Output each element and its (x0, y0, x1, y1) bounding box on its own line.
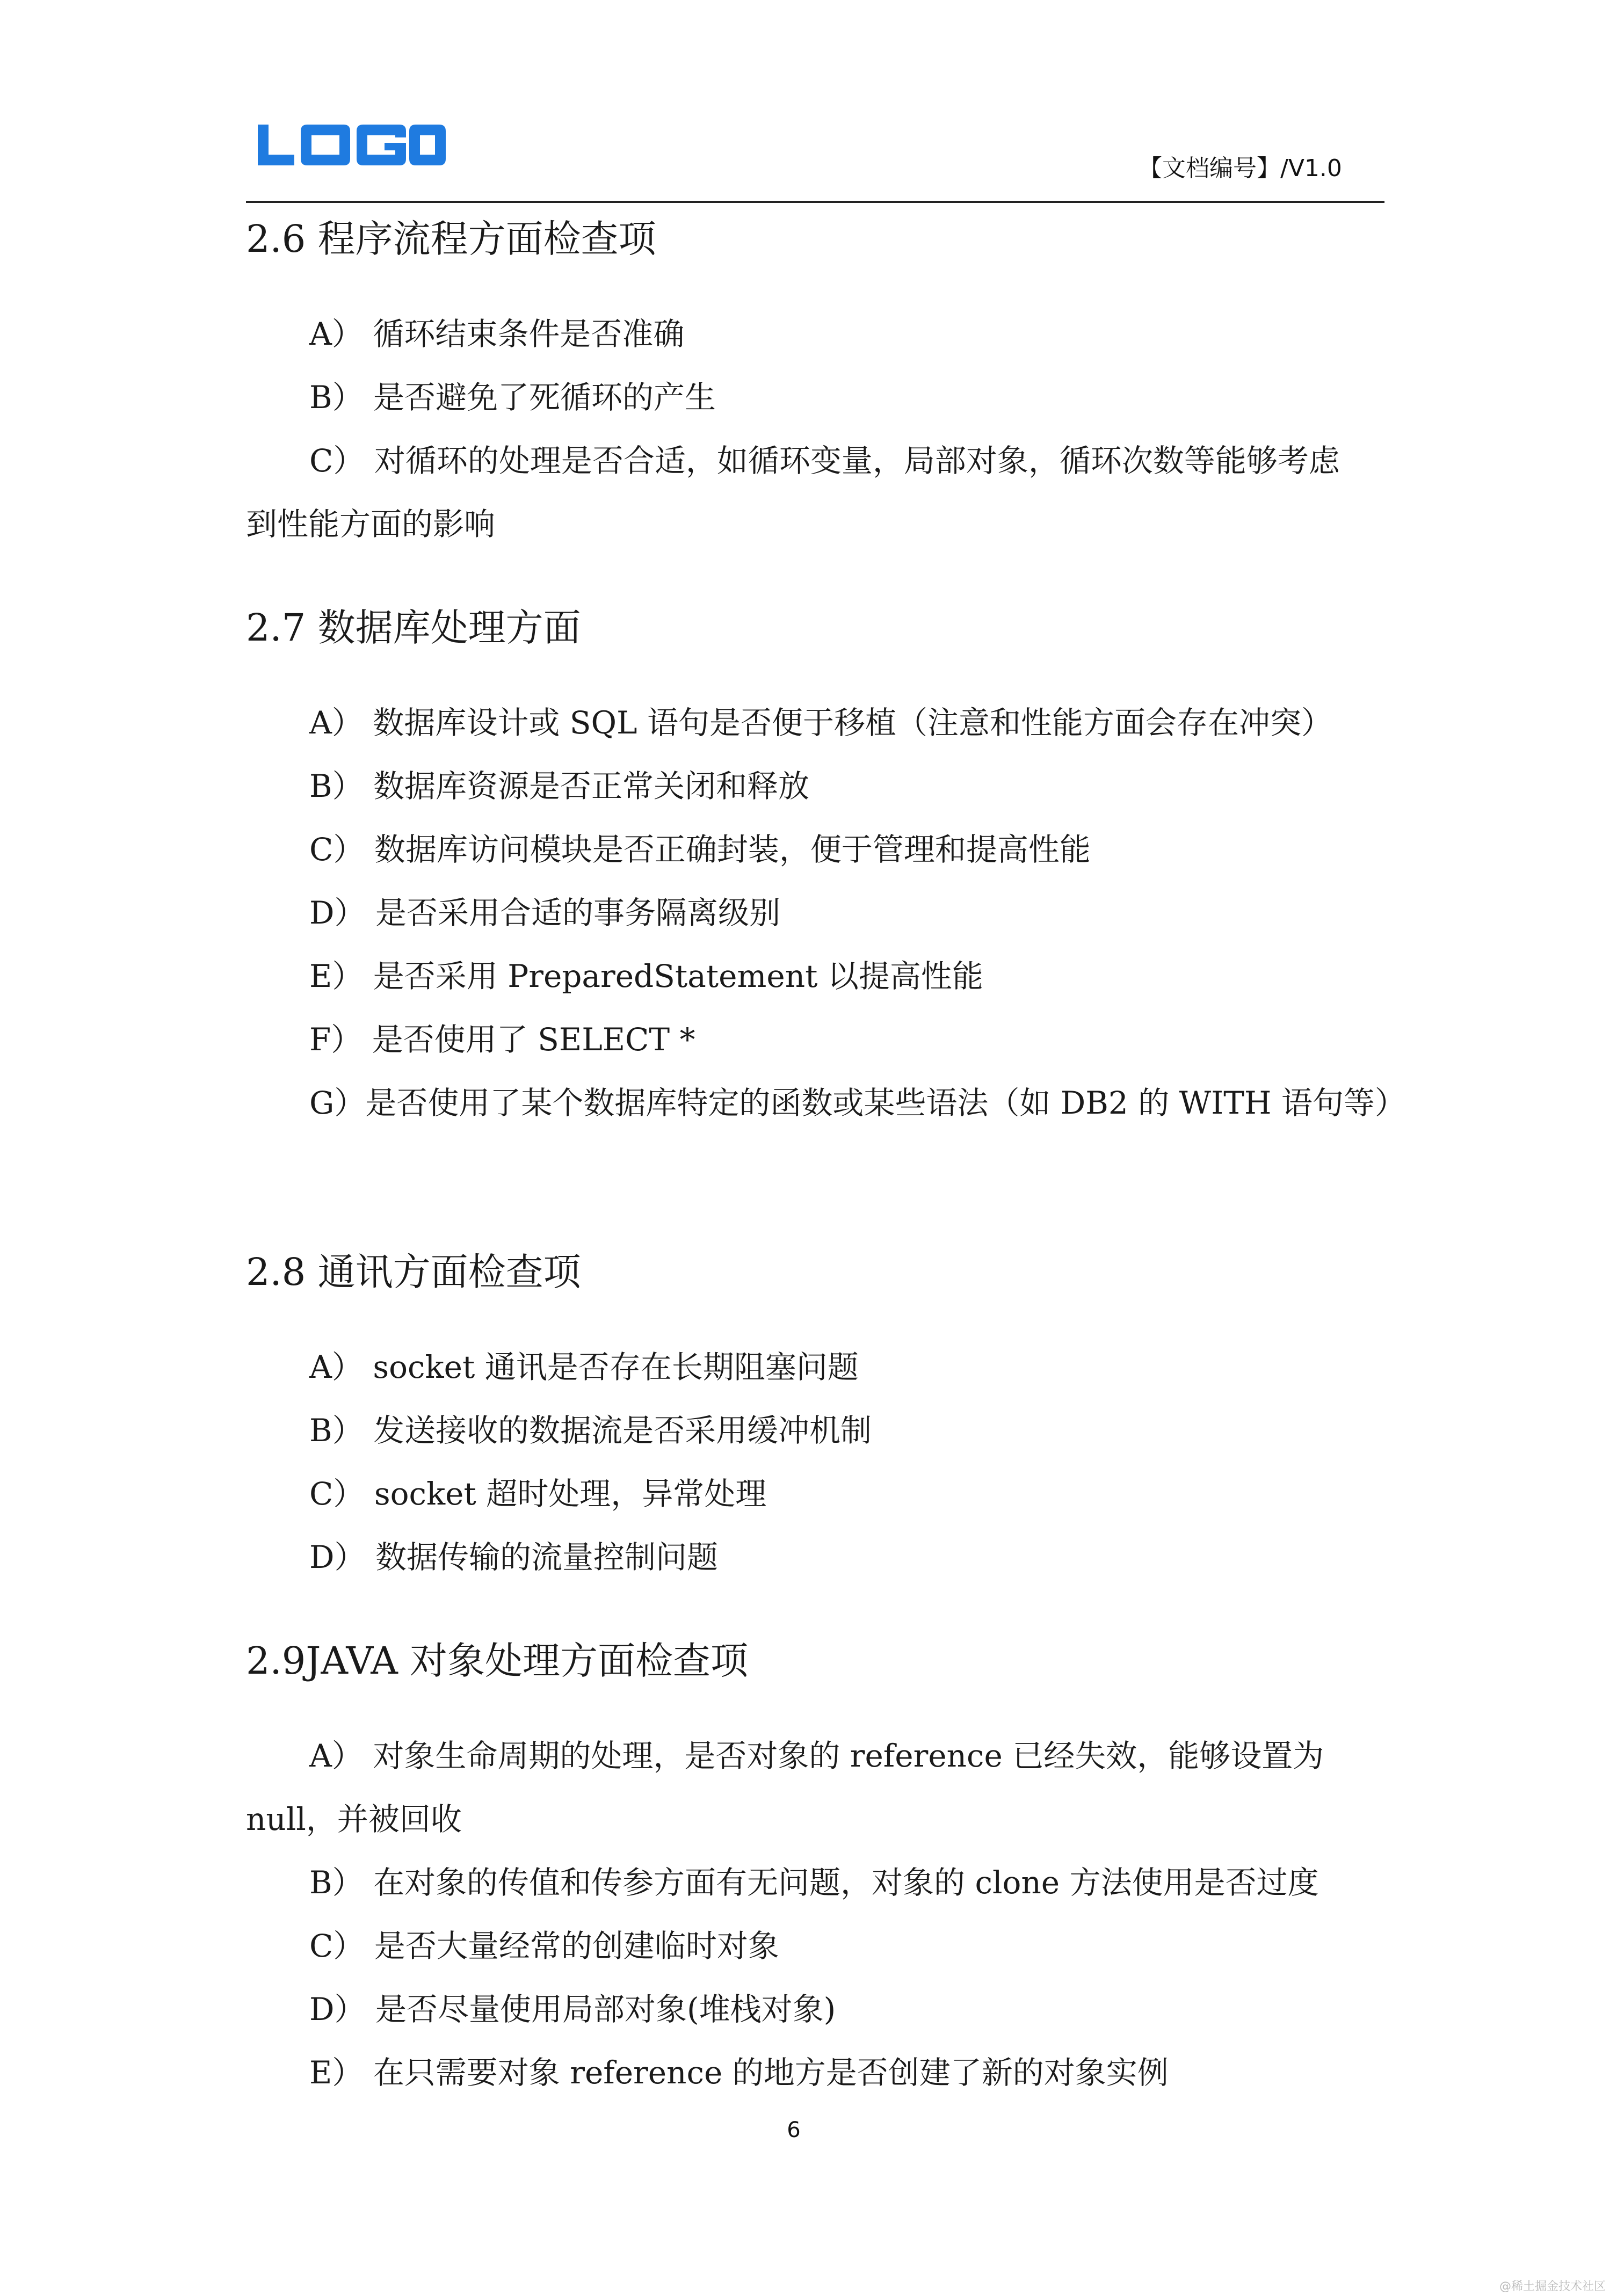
document-id: 【文档编号】/V1.0 (1139, 155, 1342, 182)
logo (258, 122, 446, 168)
header-divider (246, 201, 1384, 203)
list-item: G）是否使用了某个数据库特定的函数或某些语法（如 DB2 的 WITH 语句等） (309, 1085, 1406, 1121)
list-item: A） 循环结束条件是否准确 (309, 316, 685, 352)
list-item: A） 数据库设计或 SQL 语句是否便于移植（注意和性能方面会存在冲突） (309, 704, 1332, 741)
page-number: 6 (787, 2118, 801, 2142)
section-title-2-8: 2.8 通讯方面检查项 (246, 1250, 581, 1294)
watermark: @稀土掘金技术社区 (1499, 2280, 1606, 2293)
list-item: B） 在对象的传值和传参方面有无问题，对象的 clone 方法使用是否过度 (309, 1864, 1319, 1901)
list-item: C） 是否大量经常的创建临时对象 (309, 1928, 779, 1964)
list-item: E） 是否采用 PreparedStatement 以提高性能 (309, 958, 983, 994)
section-title-2-9: 2.9JAVA 对象处理方面检查项 (246, 1639, 749, 1683)
list-item: B） 发送接收的数据流是否采用缓冲机制 (309, 1412, 872, 1449)
list-item: B） 是否避免了死循环的产生 (309, 379, 716, 416)
list-item: C） 对循环的处理是否合适，如循环变量，局部对象，循环次数等能够考虑 (309, 442, 1340, 479)
list-item: C） socket 超时处理，异常处理 (309, 1476, 767, 1512)
section-title-2-6: 2.6 程序流程方面检查项 (246, 217, 656, 261)
list-item: D） 是否采用合适的事务隔离级别 (309, 895, 780, 931)
list-item-continuation: 到性能方面的影响 (246, 506, 496, 542)
list-item: A） socket 通讯是否存在长期阻塞问题 (309, 1349, 859, 1385)
list-item: A） 对象生命周期的处理，是否对象的 reference 已经失效，能够设置为 (309, 1738, 1324, 1774)
logo-icon (258, 122, 446, 168)
list-item: D） 数据传输的流量控制问题 (309, 1539, 718, 1575)
list-item: C） 数据库访问模块是否正确封装，便于管理和提高性能 (309, 831, 1091, 868)
section-title-2-7: 2.7 数据库处理方面 (246, 606, 581, 650)
list-item: E） 在只需要对象 reference 的地方是否创建了新的对象实例 (309, 2054, 1169, 2091)
list-item-continuation: null，并被回收 (246, 1801, 462, 1837)
list-item: F） 是否使用了 SELECT * (309, 1021, 695, 1058)
list-item: D） 是否尽量使用局部对象(堆栈对象) (309, 1991, 836, 2028)
list-item: B） 数据库资源是否正常关闭和释放 (309, 768, 810, 804)
